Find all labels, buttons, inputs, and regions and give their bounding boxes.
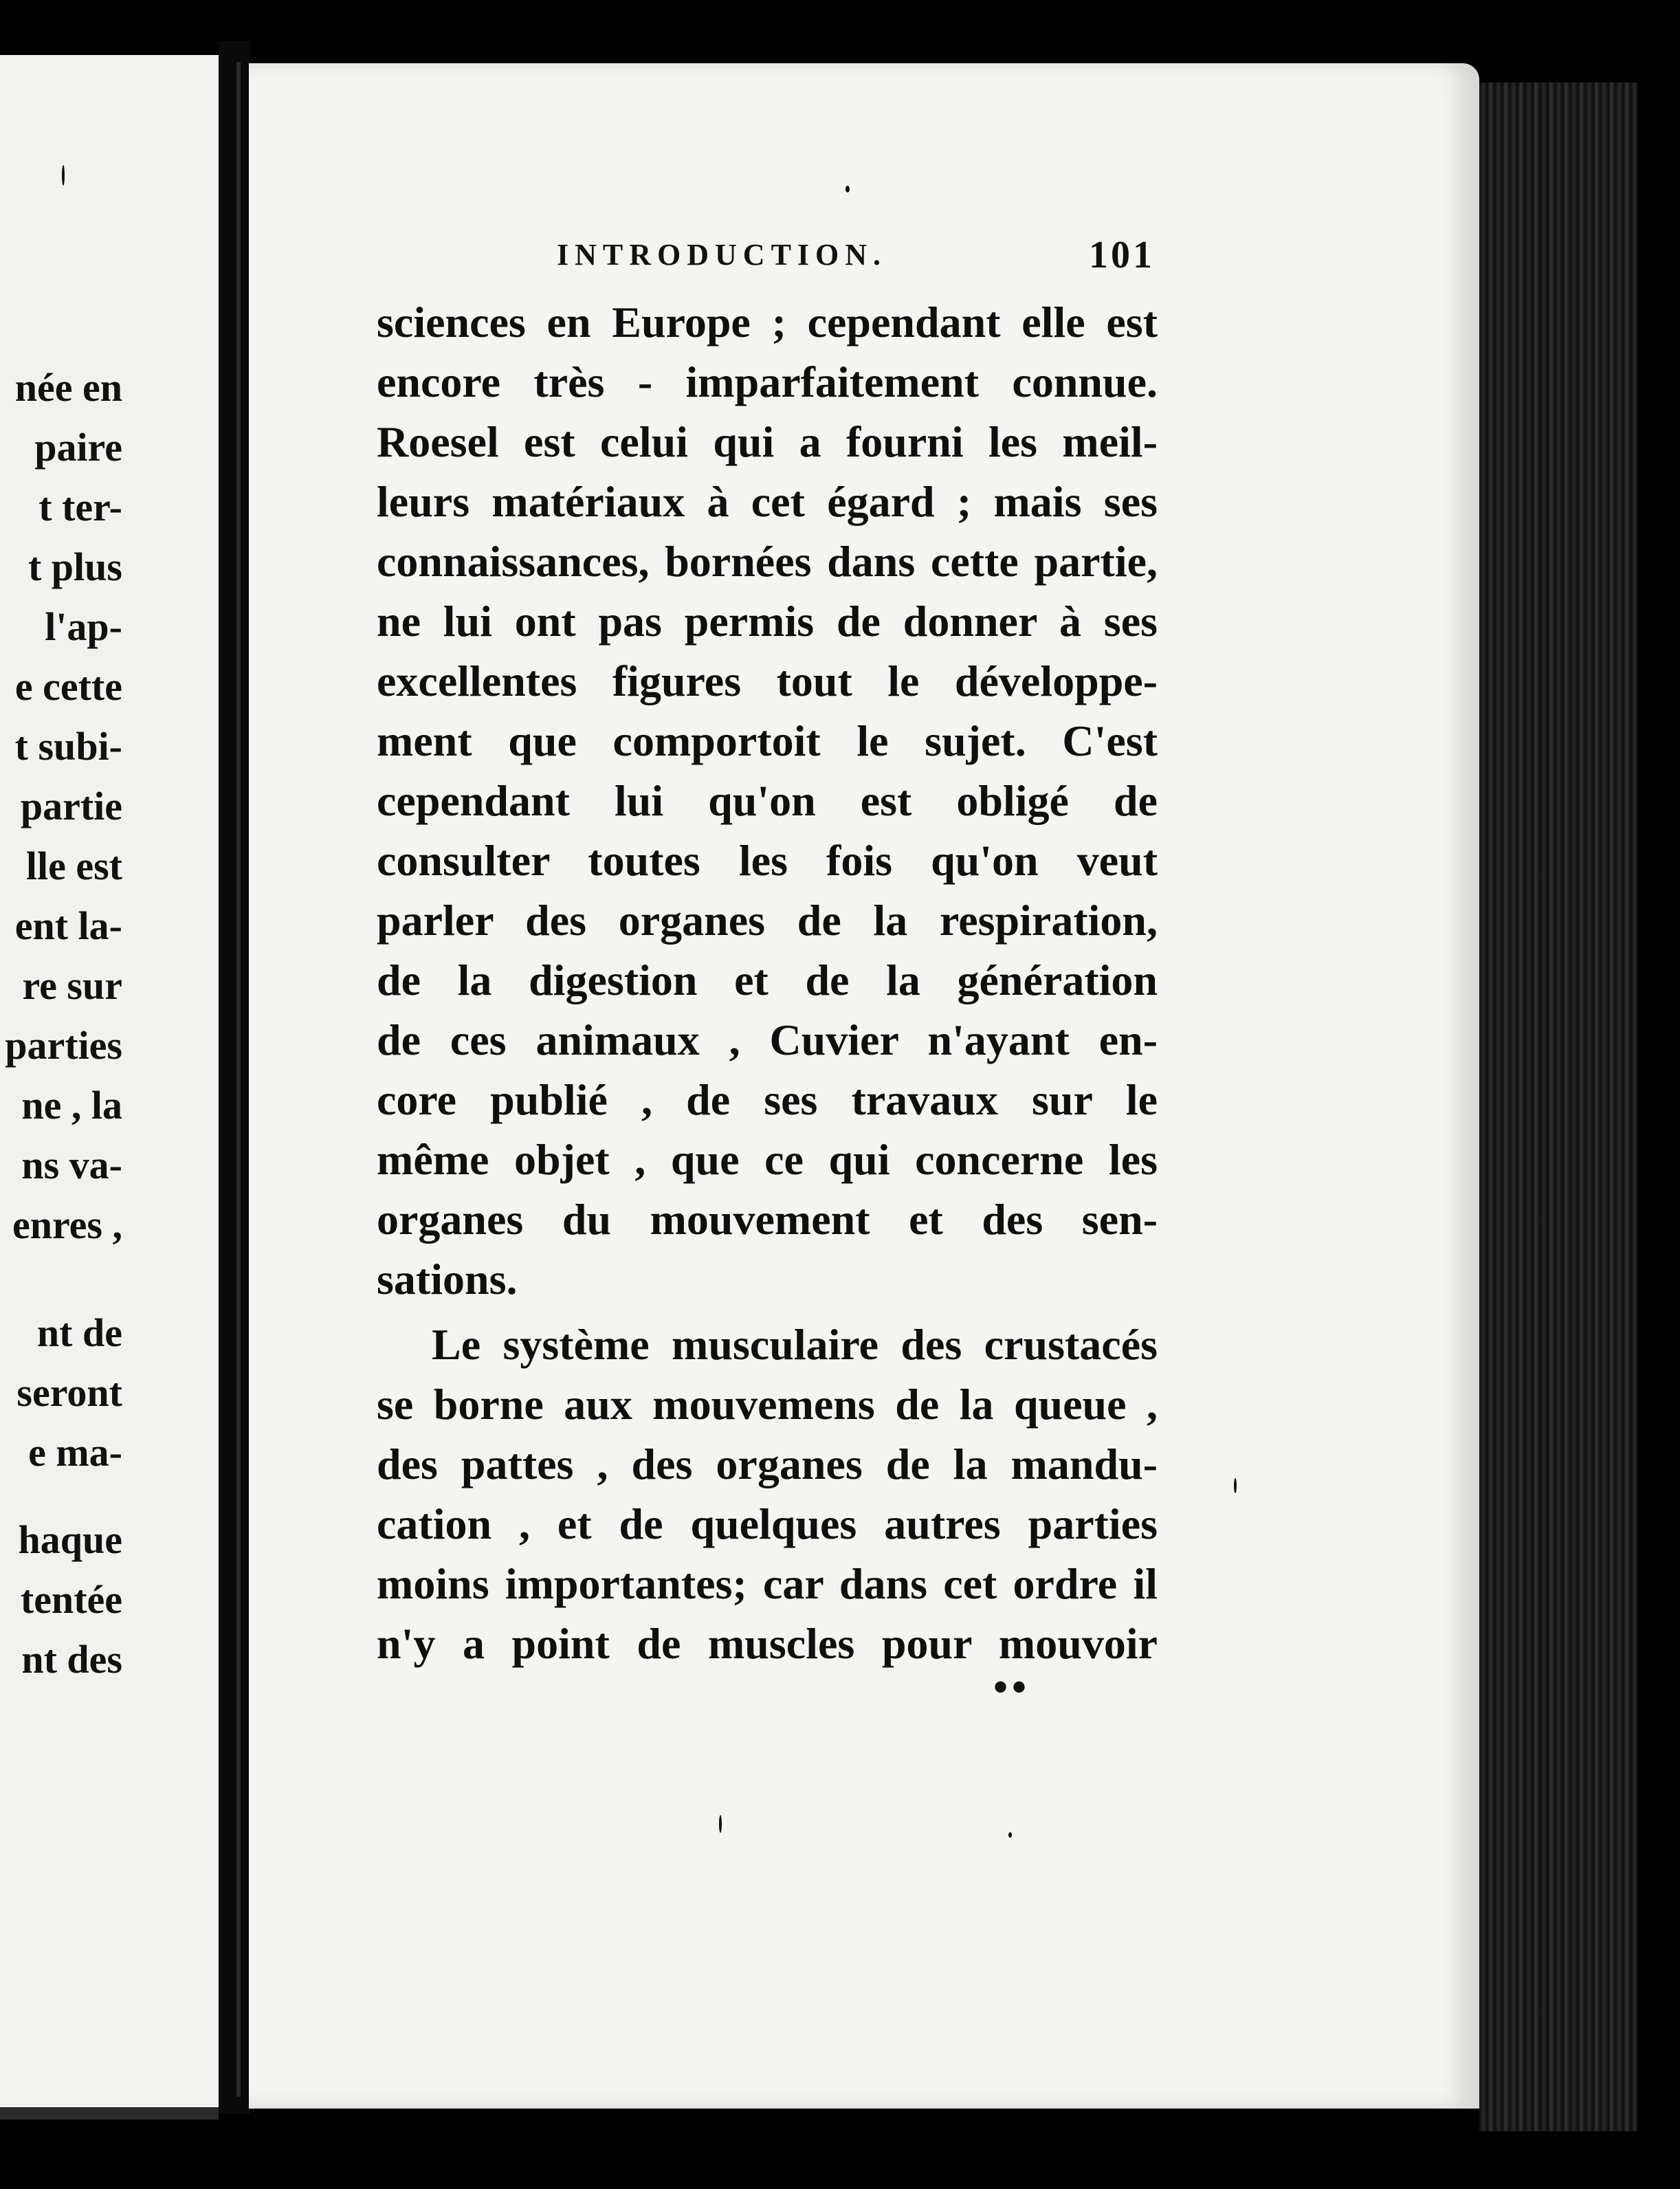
text-line: même objet , que ce qui concerne les — [377, 1135, 1158, 1184]
left-line: nt de — [36, 1310, 122, 1355]
running-title: INTRODUCTION. — [557, 238, 887, 272]
left-line: l'ap- — [45, 604, 122, 649]
left-line: seront — [16, 1370, 122, 1415]
left-line: née en — [14, 365, 122, 410]
text-line: excellentes figures tout le développe- — [377, 657, 1158, 705]
text-line: core publié , de ses travaux sur le — [377, 1075, 1158, 1124]
body-text — [377, 292, 1158, 1673]
left-line: parties — [5, 1023, 122, 1068]
left-line: partie — [20, 784, 122, 828]
signature-mark: •• — [993, 1664, 1031, 1710]
text-line: sations. — [377, 1255, 518, 1304]
text-line: Le système musculaire des crustacés — [432, 1320, 1158, 1369]
left-line: t plus — [27, 544, 122, 589]
text-line: ment que comportoit le sujet. C'est — [377, 716, 1158, 765]
paper-speck — [1008, 1832, 1012, 1838]
text-line: se borne aux mouvemens de la queue , — [377, 1380, 1158, 1429]
text-line: organes du mouvement et des sen- — [377, 1195, 1158, 1244]
text-line: de la digestion et de la génération — [377, 956, 1158, 1004]
text-line: ne lui ont pas permis de donner à ses — [377, 597, 1158, 646]
paper-speck — [719, 1815, 722, 1833]
paper-speck — [1234, 1478, 1237, 1493]
left-line: paire — [34, 425, 122, 470]
text-line: consulter toutes les fois qu'on veut — [377, 836, 1158, 885]
left-facing-page — [0, 55, 219, 2120]
book-gutter — [219, 41, 250, 2114]
text-line: parler des organes de la respiration, — [377, 896, 1158, 945]
gutter-fold — [236, 62, 241, 2097]
left-page-text — [5, 358, 122, 1689]
left-line: re sur — [22, 963, 122, 1008]
text-line: moins importantes; car dans cet ordre il — [377, 1559, 1158, 1608]
page-header — [557, 234, 1155, 285]
paper-speck — [62, 165, 65, 186]
text-line: cependant lui qu'on est obligé de — [377, 776, 1158, 825]
left-line: t ter- — [38, 485, 122, 529]
page-number: 101 — [1089, 234, 1155, 276]
left-line: nt des — [21, 1637, 122, 1682]
page-edges — [1479, 82, 1637, 2131]
left-line: e ma- — [28, 1430, 122, 1475]
text-line: encore très - imparfaitement connue. — [377, 358, 1158, 406]
left-line: enres , — [12, 1202, 122, 1247]
left-line: ent la- — [14, 903, 122, 948]
left-line: tentée — [20, 1577, 122, 1622]
left-line: lle est — [25, 844, 122, 888]
text-line: connaissances, bornées dans cette partie, — [377, 537, 1158, 586]
left-line: ns va- — [21, 1143, 122, 1187]
text-line: cation , et de quelques autres parties — [377, 1499, 1158, 1548]
text-line: sciences en Europe ; cependant elle est — [377, 298, 1158, 346]
paper-speck — [845, 186, 850, 192]
text-line: n'y a point de muscles pour mouvoir — [377, 1619, 1158, 1668]
left-line: e cette — [14, 664, 122, 709]
text-line: Roesel est celui qui a fourni les meil- — [377, 417, 1158, 466]
text-line: des pattes , des organes de la mandu- — [377, 1440, 1158, 1488]
left-line: haque — [18, 1517, 122, 1562]
left-line: t subi- — [14, 724, 122, 769]
left-line: ne , la — [21, 1083, 122, 1128]
text-line: leurs matériaux à cet égard ; mais ses — [377, 477, 1158, 526]
text-line: de ces animaux , Cuvier n'ayant en- — [377, 1015, 1158, 1064]
